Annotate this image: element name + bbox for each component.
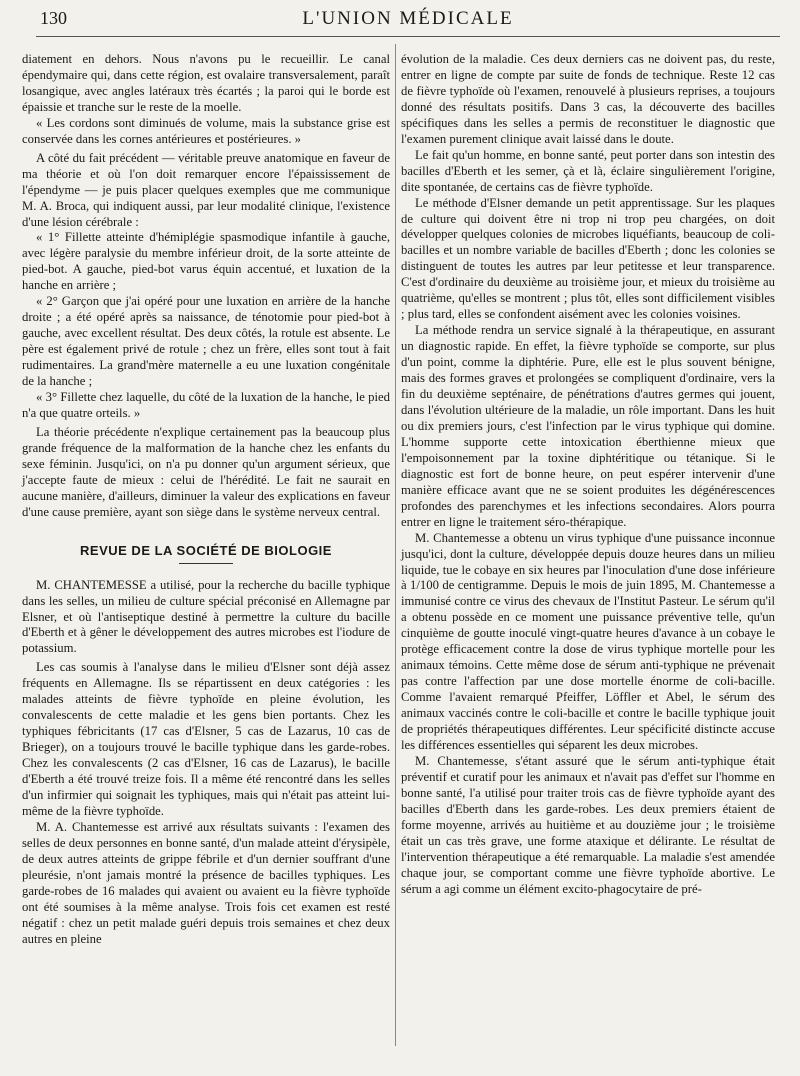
page-header	[36, 6, 780, 32]
page-number: 130	[40, 8, 67, 28]
paragraph: Le méthode d'Elsner demande un petit apprentissage. Sur les plaques de culture qui doivent être ni trop ni trop peu chargées, on doit développer quelques colonies de microbes liquéfiants, beaucoup de coli-bacilles et un nombre variable de bacilles d'Eberth ; donc les colonies se distinguent de toutes les autres par leur petitesse et leur transparence. C'est d'ordinaire du deuxième au troisième jour, et mieux du troisième au quatrième, qu'elles se montrent ; plus tôt, elles sont difficilement visibles ; plus tard, elles se confondent aisément avec les colonies voisines.	[401, 195, 775, 322]
column-divider	[395, 44, 396, 1046]
left-column	[22, 52, 390, 948]
paragraph: A côté du fait précédent — véritable preuve anatomique en faveur de ma théorie et où l'on doit remarquer encore l'épaississement de l'épendyme — je puis placer quelques exemples que me communique M. A. Broca, qui indiquent aussi, par leur modalité clinique, l'existence d'une lésion cérébrale :	[22, 150, 390, 229]
paragraph: M. Chantemesse a obtenu un virus typhique d'une puissance inconnue jusqu'ici, dont la culture, développée depuis douze heures dans un milieu liquide, tue le cobaye en six heures par l'inoculation d'une dose inférieure à 1/100 de centigramme. Depuis le mois de juin 1895, M. Chantemesse a immunisé contre ce virus des chevaux de l'Institut Pasteur. Le sérum qu'il a obtenu possède en ce moment une puissance préventive telle, qu'un cinquième de goutte inoculé vingt-quatre heures d'avance à un cobaye le protège efficacement contre la dose de virus typhique mortelle pour les animaux témoins. Cette même dose de sérum anti-typhique ne prévenait pas contre l'affection par une dose mortelle énorme de coli-bacille. Comme l'avaient remarqué Pfeiffer, Löffler et Abel, le sérum des animaux vaccinés contre le coli-bacille et contre le bacille typhique jouit de propriétés thérapeutiques différentes. Leur spécificité distincte accuse les différences essentielles qui séparent les deux microbes.	[401, 530, 775, 752]
section-title: REVUE DE LA SOCIÉTÉ DE BIOLOGIE	[80, 542, 332, 558]
journal-title: L'UNION MÉDICALE	[302, 8, 514, 29]
paragraph: évolution de la maladie. Ces deux derniers cas ne doivent pas, du reste, entrer en ligne de compte par suite de fonds de technique. Reste 12 cas de fièvre typhoïde où l'examen, renouvelé à plusieurs reprises, a toujours donné des résultats positifs. Dans 3 cas, la découverte des bacilles spécifiques dans les selles a permis de reconstituer le diagnostic que l'examen purement clinique avait laissé dans le doute.	[401, 52, 775, 146]
paragraph: La théorie précédente n'explique certainement pas la beaucoup plus grande fréquence de la malformation de la hanche chez les enfants du sexe féminin. Jusqu'ici, on n'a pu donner qu'un argument sérieux, que j'accepte faute de mieux : celui de l'hérédité. Le fait ne saurait en aucune manière, d'ailleurs, diminuer la valeur des explications en faveur d'une cause première, ayant son siège dans le système nerveux central.	[22, 424, 390, 519]
paragraph: « 2° Garçon que j'ai opéré pour une luxation en arrière de la hanche droite ; a été opéré après sa naissance, de ténotomie pour pied-bot à gauche, avec excellent résultat. Des deux côtés, la rotule est absente. Le père est également privé de rotule ; chez un frère, elles sont tout à fait rudimentaires. La grand'mère maternelle a eu une luxation congénitale de la hanche ;	[22, 294, 390, 389]
paragraph: « Les cordons sont diminués de volume, mais la substance grise est conservée dans les cornes antérieures et postérieures. »	[22, 115, 390, 146]
paragraph: Le fait qu'un homme, en bonne santé, peut porter dans son intestin des bacilles d'Eberth et les semer, çà et là, éclaire singulièrement l'origine, dite spontanée, de certains cas de fièvre typhoïde.	[401, 147, 775, 194]
paragraph: M. Chantemesse, s'étant assuré que le sérum anti-typhique était préventif et curatif pour les animaux et n'avait pas d'effet sur l'homme en bonne santé, l'a utilisé pour traiter trois cas de fièvre typhoïde ayant des bacilles d'Eberth dans les garde-robes. Les deux premiers étaient de forme moyenne, arrivés au huitième et au douzième jour ; le troisième était un cas très grave, une forme ataxique et délirante. Le résultat de l'intervention thérapeutique a été remarquable. La maladie s'est amendée chaque jour, se comportant comme une fièvre typhoïde abortive. Le sérum a agi comme un élément excito-phagocytaire de pré-	[401, 753, 775, 896]
paragraph: « 3° Fillette chez laquelle, du côté de la luxation de la hanche, le pied n'a que quatre orteils. »	[22, 390, 390, 420]
section-rule	[179, 563, 233, 564]
paragraph: M. A. Chantemesse est arrivé aux résultats suivants : l'examen des selles de deux personnes en bonne santé, d'un malade atteint d'érysipèle, de deux autres atteints de grippe fébrile et d'un dernier souffrant d'une pleurésie, n'ont jamais montré la présence de bacilles typhiques. Les garde-robes de 16 malades qui avaient ou avaient eu la fièvre typhoïde ont été soumises à la même analyse. Trois fois cet examen est resté négatif : chez un petit malade guéri depuis trois semaines et chez deux autres en pleine	[22, 819, 390, 946]
paragraph: diatement en dehors. Nous n'avons pu le recueillir. Le canal épendymaire qui, dans cette région, est ovalaire transversalement, paraît losangique, avec angles latéraux très écartés ; la paroi qui le borde est épaissie et tranche sur le reste de la moelle.	[22, 52, 390, 114]
paragraph: Les cas soumis à l'analyse dans le milieu d'Elsner sont déjà assez fréquents en Allemagne. Ils se répartissent en deux catégories : les malades atteints de fièvre typhoïde en pleine évolution, les convalescents de cette maladie et les gens bien portants. Chez les typhiques fébricitants (17 cas d'Elsner, 5 cas de Lazarus, 10 cas de Brieger), on a toujours trouvé le bacille typhique dans les garde-robes. Chez les convalescents (2 cas d'Elsner, 16 cas de Lazarus), le bacille d'Eberth a été trouvé treize fois. Il a même été rencontré dans les selles d'un infirmier qui soignait les typhiques, mais qui n'était pas atteint lui-même de la fièvre typhoïde.	[22, 660, 390, 818]
paragraph: M. CHANTEMESSE a utilisé, pour la recherche du bacille typhique dans les selles, un milieu de culture spécial préconisé en Allemagne par Elsner, et où l'antiseptique destiné à permettre la culture du bacille d'Eberth et à gêner le développement des autres microbes est l'iodure de potassium.	[22, 577, 390, 656]
paragraph: La méthode rendra un service signalé à la thérapeutique, en assurant un diagnostic rapide. En effet, la fièvre typhoïde se comporte, sur plus d'un point, comme la diphtérie. Pure, elle est le plus souvent bénigne, mais des formes graves et prolongées se compliquent d'ordinaire, vers la fin du deuxième septénaire, de pénétrations d'autres germes qui jouent, dans l'évolution ultérieure de la maladie, un rôle important. Dans les huit ou dix premiers jours, c'est l'infection par le virus typhique qui domine. L'homme supporte cette intoxication éberthienne mieux que l'empoisonnement par la toxine diphtéritique ou tétanique. Si le diagnostic est fort de bonne heure, on peut espérer intervenir d'une manière efficace avant que ne se soient produites les dégénérescences profondes des parenchymes et les infections secondaires. Alors pourra entrer en ligne le traitement séro-thérapique.	[401, 323, 775, 529]
header-rule	[36, 36, 780, 37]
right-column	[401, 52, 775, 898]
paragraph: « 1° Fillette atteinte d'hémiplégie spasmodique infantile à gauche, avec légère paralysie du membre inférieur droit, de la sorte atteinte de pied-bot. A gauche, pied-bot varus équin accentué, et luxation de la hanche en arrière ;	[22, 230, 390, 293]
